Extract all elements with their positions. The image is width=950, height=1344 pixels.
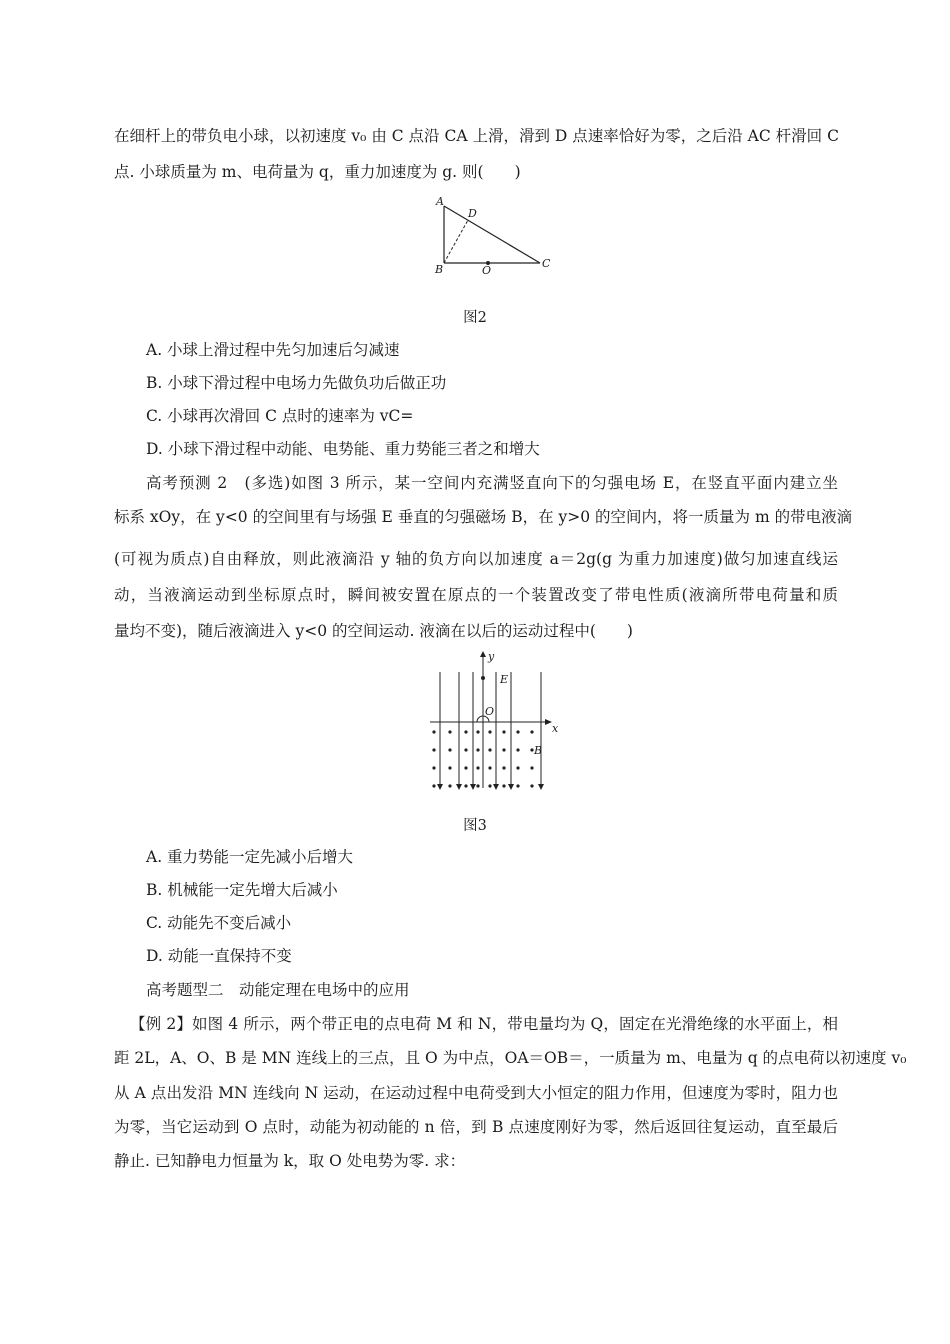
label-d: D	[468, 207, 477, 220]
option-b: B. 小球下滑过程中电场力先做负功后做正功	[146, 374, 447, 392]
label-y: y	[488, 650, 495, 663]
label-b: B	[435, 263, 444, 276]
option-d-2: D. 动能一直保持不变	[146, 947, 292, 965]
example2-line2: 距 2L，A、O、B 是 MN 连线上的三点，且 O 为中点，OA＝OB＝，一质量为 m、电量为 q 的点电荷以初速度 v₀	[114, 1049, 907, 1067]
figure-3-diagram	[426, 650, 566, 796]
electric-field-lines	[440, 672, 541, 788]
option-b-2: B. 机械能一定先增大后减小	[146, 881, 338, 899]
field-dot	[530, 730, 533, 733]
field-dot	[432, 730, 435, 733]
field-dot	[464, 766, 467, 769]
option-c: C. 小球再次滑回 C 点时的速率为 vC=	[146, 407, 414, 425]
field-dot	[516, 730, 519, 733]
field-dot	[432, 784, 435, 787]
field-dot	[502, 766, 505, 769]
field-dot	[464, 748, 467, 751]
example2-line4: 为零，当它运动到 O 点时，动能为初动能的 n 倍，到 B 点速度刚好为零，然后返回往复运动，直至最后	[114, 1118, 838, 1136]
option-a: A. 小球上滑过程中先匀加速后匀减速	[146, 341, 400, 359]
field-dot	[448, 784, 451, 787]
label-o: O	[482, 264, 492, 277]
example2-line3: 从 A 点出发沿 MN 连线向 N 运动，在运动过程中电荷受到大小恒定的阻力作用，但速度为零时，阻力也	[114, 1084, 838, 1102]
rod-ac	[444, 206, 540, 263]
field-dot	[488, 748, 491, 751]
example2-line1: 【例 2】如图 4 所示，两个带正电的点电荷 M 和 N，带电量均为 Q，固定在光滑绝缘的水平面上，相	[130, 1015, 838, 1033]
field-dot	[502, 748, 505, 751]
field-dot	[516, 766, 519, 769]
field-dot	[448, 748, 451, 751]
figure-2-diagram	[430, 192, 560, 277]
problem1-line2: 点. 小球质量为 m、电荷量为 q，重力加速度为 g. 则( )	[114, 163, 521, 181]
field-dot	[464, 784, 467, 787]
field-dot	[488, 784, 491, 787]
field-dot	[530, 784, 533, 787]
dashed-bd	[444, 220, 468, 263]
example2-line5: 静止. 已知静电力恒量为 k，取 O 处电势为零. 求：	[114, 1152, 466, 1170]
section-heading: 高考题型二 动能定理在电场中的应用	[146, 981, 410, 999]
field-dot	[530, 766, 533, 769]
option-c-2: C. 动能先不变后减小	[146, 914, 292, 932]
field-dot	[476, 730, 479, 733]
field-dot	[516, 784, 519, 787]
field-dot	[476, 748, 479, 751]
figure-3-caption: 图3	[463, 818, 487, 834]
label-a: A	[436, 195, 444, 208]
field-dot	[488, 730, 491, 733]
field-dot	[448, 766, 451, 769]
field-dot	[488, 766, 491, 769]
label-b2: B	[534, 744, 543, 757]
problem2-line5: 量均不变)，随后液滴进入 y<0 的空间运动. 液滴在以后的运动过程中( )	[114, 622, 633, 640]
field-dot	[432, 748, 435, 751]
y-axis-arrow	[480, 651, 486, 657]
field-dot	[464, 730, 467, 733]
field-dot	[476, 766, 479, 769]
field-dot	[516, 748, 519, 751]
label-x: x	[552, 722, 559, 735]
x-axis-arrow	[545, 719, 552, 725]
droplet	[481, 676, 485, 680]
option-a-2: A. 重力势能一定先减小后增大	[146, 848, 354, 866]
field-dot	[502, 730, 505, 733]
problem2-line1: 高考预测 2 (多选)如图 3 所示，某一空间内充满竖直向下的匀强电场 E，在竖直平面内建立坐	[146, 474, 838, 492]
field-dot	[502, 784, 505, 787]
problem2-line4: 动，当液滴运动到坐标原点时，瞬间被安置在原点的一个装置改变了带电性质(液滴所带电荷量和质	[114, 586, 838, 604]
problem1-line1: 在细杆上的带负电小球，以初速度 v₀ 由 C 点沿 CA 上滑，滑到 D 点速率恰好为零，之后沿 AC 杆滑回 C	[114, 127, 839, 145]
option-d: D. 小球下滑过程中动能、电势能、重力势能三者之和增大	[146, 440, 540, 458]
field-dot	[432, 766, 435, 769]
label-c: C	[542, 257, 551, 270]
label-e: E	[500, 673, 509, 686]
field-dot	[448, 730, 451, 733]
problem2-line2: 标系 xOy，在 y<0 的空间里有与场强 E 垂直的匀强磁场 B，在 y>0 的空间内，将一质量为 m 的带电液滴	[114, 508, 853, 526]
field-dot	[476, 784, 479, 787]
figure-2-caption: 图2	[463, 310, 487, 326]
label-o2: O	[485, 705, 495, 718]
problem2-line3: (可视为质点)自由释放，则此液滴沿 y 轴的负方向以加速度 a＝2g(g 为重力加速度)做匀加速直线运	[114, 550, 838, 568]
